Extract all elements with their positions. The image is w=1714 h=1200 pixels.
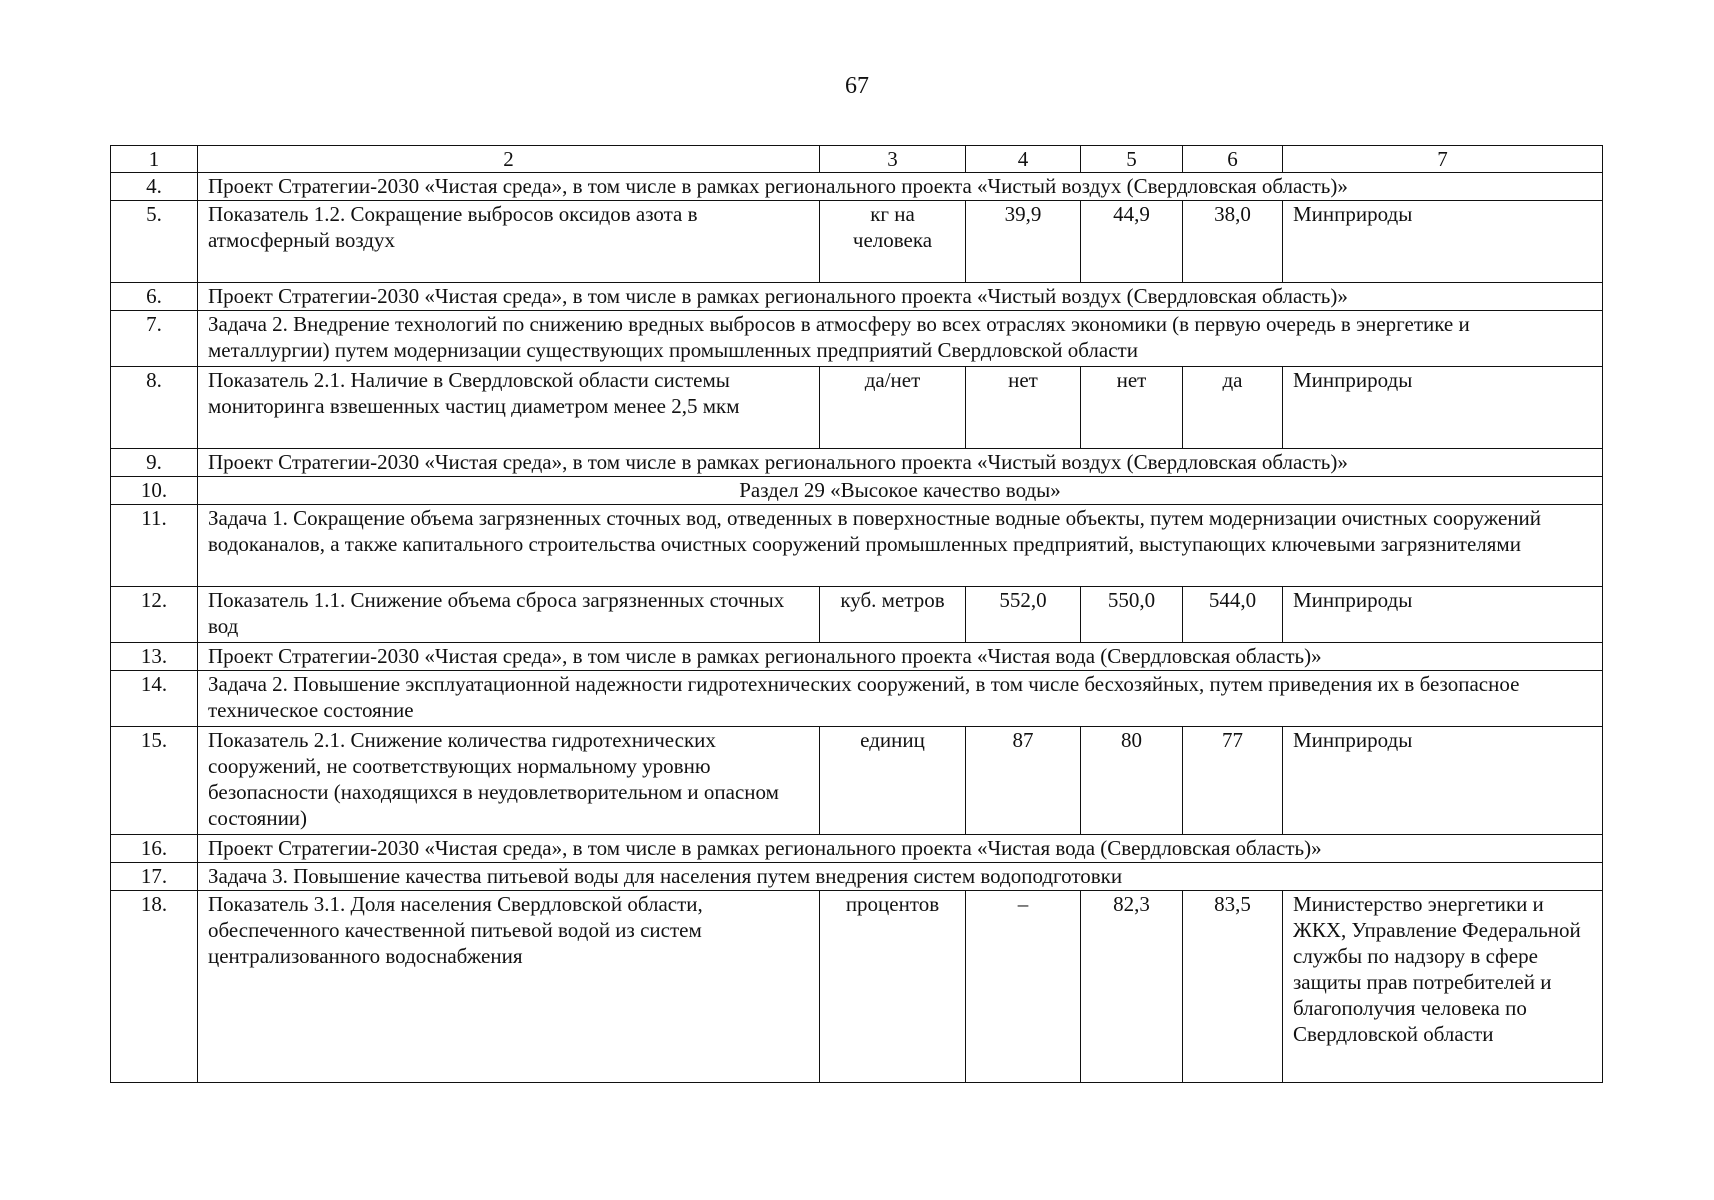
value-col-5: 550,0 bbox=[1081, 587, 1183, 643]
value-col-5: 82,3 bbox=[1081, 891, 1183, 1083]
unit-cell: единиц bbox=[820, 727, 966, 835]
indicator-name: Показатель 1.1. Снижение объема сброса загрязненных сточных вод bbox=[198, 587, 820, 643]
responsible-cell: Минприроды bbox=[1283, 367, 1603, 449]
value-col-6: 83,5 bbox=[1183, 891, 1283, 1083]
responsible-cell: Минприроды bbox=[1283, 201, 1603, 283]
row-number: 17. bbox=[111, 863, 198, 891]
column-number: 2 bbox=[198, 146, 820, 173]
merged-row-text: Проект Стратегии-2030 «Чистая среда», в том числе в рамках регионального проекта «Чистый воздух (Свердловская область)» bbox=[198, 283, 1603, 311]
row-number: 10. bbox=[111, 477, 198, 505]
table-row bbox=[111, 505, 1603, 587]
value-col-5: нет bbox=[1081, 367, 1183, 449]
row-number: 14. bbox=[111, 671, 198, 727]
table-row bbox=[111, 283, 1603, 311]
indicator-name: Показатель 2.1. Снижение количества гидротехнических сооружений, не соответствующих нормальному уровню безопасности (находящихся в неудовлетворительном и опасном состоянии) bbox=[198, 727, 820, 835]
unit-cell: да/нет bbox=[820, 367, 966, 449]
table-row bbox=[111, 201, 1603, 283]
responsible-cell: Минприроды bbox=[1283, 727, 1603, 835]
table-row bbox=[111, 891, 1603, 1083]
merged-row-text: Проект Стратегии-2030 «Чистая среда», в том числе в рамках регионального проекта «Чистый воздух (Свердловская область)» bbox=[198, 173, 1603, 201]
column-number: 5 bbox=[1081, 146, 1183, 173]
indicators-table bbox=[110, 145, 1603, 1083]
row-number: 9. bbox=[111, 449, 198, 477]
table-row bbox=[111, 727, 1603, 835]
table-row bbox=[111, 863, 1603, 891]
column-number: 6 bbox=[1183, 146, 1283, 173]
value-col-4: нет bbox=[966, 367, 1081, 449]
column-number: 3 bbox=[820, 146, 966, 173]
table-row bbox=[111, 173, 1603, 201]
table-row bbox=[111, 477, 1603, 505]
value-col-4: 39,9 bbox=[966, 201, 1081, 283]
merged-row-text: Проект Стратегии-2030 «Чистая среда», в том числе в рамках регионального проекта «Чистый воздух (Свердловская область)» bbox=[198, 449, 1603, 477]
page-number: 67 bbox=[845, 73, 869, 99]
row-number: 15. bbox=[111, 727, 198, 835]
table-row bbox=[111, 587, 1603, 643]
indicator-name: Показатель 1.2. Сокращение выбросов оксидов азота в атмосферный воздух bbox=[198, 201, 820, 283]
value-col-4: – bbox=[966, 891, 1081, 1083]
value-col-5: 44,9 bbox=[1081, 201, 1183, 283]
merged-row-text: Задача 2. Повышение эксплуатационной надежности гидротехнических сооружений, в том числе бесхозяйных, путем приведения их в безопасное техническое состояние bbox=[198, 671, 1603, 727]
value-col-6: 38,0 bbox=[1183, 201, 1283, 283]
section-heading: Раздел 29 «Высокое качество воды» bbox=[198, 477, 1603, 505]
responsible-cell: Минприроды bbox=[1283, 587, 1603, 643]
table-row bbox=[111, 671, 1603, 727]
row-number: 11. bbox=[111, 505, 198, 587]
unit-cell: кг на человека bbox=[820, 201, 966, 283]
responsible-cell: Министерство энергетики и ЖКХ, Управление Федеральной службы по надзору в сфере защиты прав потребителей и благополучия человека по Свердловской области bbox=[1283, 891, 1603, 1083]
merged-row-text: Проект Стратегии-2030 «Чистая среда», в том числе в рамках регионального проекта «Чистая вода (Свердловская область)» bbox=[198, 835, 1603, 863]
column-number: 1 bbox=[111, 146, 198, 173]
row-number: 13. bbox=[111, 643, 198, 671]
merged-row-text: Задача 2. Внедрение технологий по снижению вредных выбросов в атмосферу во всех отраслях экономики (в первую очередь в энергетике и металлургии) путем модернизации существующих промышленных предприятий Свердловской области bbox=[198, 311, 1603, 367]
value-col-6: 77 bbox=[1183, 727, 1283, 835]
table-row bbox=[111, 643, 1603, 671]
indicator-name: Показатель 3.1. Доля населения Свердловской области, обеспеченного качественной питьевой водой из систем централизованного водоснабжения bbox=[198, 891, 820, 1083]
column-number: 7 bbox=[1283, 146, 1603, 173]
row-number: 8. bbox=[111, 367, 198, 449]
merged-row-text: Задача 3. Повышение качества питьевой воды для населения путем внедрения систем водоподготовки bbox=[198, 863, 1603, 891]
value-col-5: 80 bbox=[1081, 727, 1183, 835]
row-number: 12. bbox=[111, 587, 198, 643]
table-row bbox=[111, 367, 1603, 449]
table-row bbox=[111, 449, 1603, 477]
row-number: 6. bbox=[111, 283, 198, 311]
unit-cell: куб. метров bbox=[820, 587, 966, 643]
row-number: 5. bbox=[111, 201, 198, 283]
value-col-4: 552,0 bbox=[966, 587, 1081, 643]
table-row bbox=[111, 311, 1603, 367]
column-numbers-row bbox=[111, 146, 1603, 173]
value-col-6: 544,0 bbox=[1183, 587, 1283, 643]
row-number: 16. bbox=[111, 835, 198, 863]
merged-row-text: Задача 1. Сокращение объема загрязненных сточных вод, отведенных в поверхностные водные объекты, путем модернизации очистных сооружений водоканалов, а также капитального строительства очистных сооружений промышленных предприятий, выступающих ключевыми загрязнителями bbox=[198, 505, 1603, 587]
unit-cell: процентов bbox=[820, 891, 966, 1083]
indicator-name: Показатель 2.1. Наличие в Свердловской области системы мониторинга взвешенных частиц диаметром менее 2,5 мкм bbox=[198, 367, 820, 449]
column-number: 4 bbox=[966, 146, 1081, 173]
value-col-4: 87 bbox=[966, 727, 1081, 835]
table-row bbox=[111, 835, 1603, 863]
merged-row-text: Проект Стратегии-2030 «Чистая среда», в том числе в рамках регионального проекта «Чистая вода (Свердловская область)» bbox=[198, 643, 1603, 671]
row-number: 7. bbox=[111, 311, 198, 367]
value-col-6: да bbox=[1183, 367, 1283, 449]
row-number: 18. bbox=[111, 891, 198, 1083]
row-number: 4. bbox=[111, 173, 198, 201]
